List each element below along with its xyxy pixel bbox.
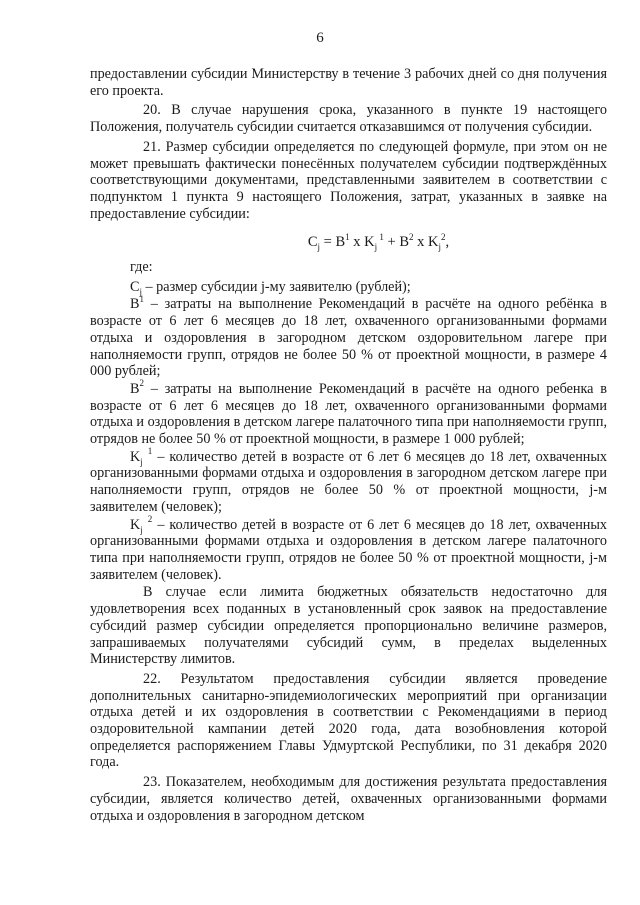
document-body: [90, 66, 607, 827]
definition-k2: $K_j$ $^2$ – количество детей в возрасте от 6 лет 6 месяцев до 18 лет, охваченных организованными формами отдыха и оздоровления в детском лагере палаточного типа при наполняемости групп, отрядов не более 50 % от проектной мощности, j-м заявителем (человек).: [90, 513, 608, 583]
paragraph-21: 21. Размер субсидии определяется по следующей формуле, при этом он не может превышать фактически понесённых получателем субсидии подтверждённых соответствующими документами, представленными заявителем в соответствии с подпунктом 1 пункта 9 настоящего Положения, затрат, указанных в заявке на предоставление субсидии:: [90, 138, 607, 222]
paragraph-23: 23. Показателем, необходимым для достижения результата предоставления субсидии, является количество детей, охваченных организованными формами отдыха и оздоровления в загородном детском: [90, 774, 607, 824]
paragraph-continuation: предоставлении субсидии Министерству в течение 3 рабочих дней со дня получения его проекта.: [90, 66, 607, 99]
definition-k1: $K_j$ $^1$ – количество детей в возрасте от 6 лет 6 месяцев до 18 лет, охваченных организованными формами отдыха и оздоровления в загородном детском лагере при наполняемости групп, отрядов не более 50 % от проектной мощности, j-м заявителем (человек);: [90, 446, 608, 515]
definition-b1: $B^1$ – затраты на выполнение Рекомендаций в расчёте на одного ребёнка в возрасте от 6 лет 6 месяцев до 18 лет, охваченного организованными формами отдыха и оздоровления в загородном детском оздоровительном лагере при наполняемости групп, отрядов не более 50 % от проектной мощности, в размере 4 000 рублей;: [90, 293, 607, 380]
page-number: 6: [316, 30, 324, 46]
paragraph-20: 20. В случае нарушения срока, указанного в пункте 19 настоящего Положения, получатель субсидии считается отказавшимся от получения субсидии.: [90, 102, 607, 136]
definition-c: $C_j$ – размер субсидии j-му заявителю (рублей);: [130, 278, 411, 297]
where-label: где:: [130, 259, 153, 276]
subsidy-formula: $C_j = B^1$ x $K_j$ $^1 + B^2$ x $K_j^2$,: [307, 231, 450, 253]
definition-b2: $B^2$ – затраты на выполнение Рекомендаций в расчёте на одного ребенка в возрасте от 6 лет 6 месяцев до 18 лет, охваченного организованными формами отдыха и оздоровления в детском лагере палаточного типа при наполняемости групп, отрядов не более 50 % от проектной мощности, в размере 1 000 рублей;: [90, 378, 607, 448]
paragraph-22: 22. Результатом предоставления субсидии является проведение дополнительных санитарно-эпидемиологических мероприятий при организации отдыха детей и их оздоровления в соответствии с Рекомендациями в период оздоровительной кампании детей 2020 года, дата возобновления которой определяется распоряжением Главы Удмуртской Республики, по 31 декабря 2020 года.: [90, 670, 607, 771]
paragraph-limit: В случае если лимита бюджетных обязательств недостаточно для удовлетворения всех поданных в установленный срок заявок на предоставление субсидий размер субсидии определяется пропорционально величине размеров, запрашиваемых получателями субсидий сумм, в пределах выделенных Министерству лимитов.: [90, 584, 607, 668]
